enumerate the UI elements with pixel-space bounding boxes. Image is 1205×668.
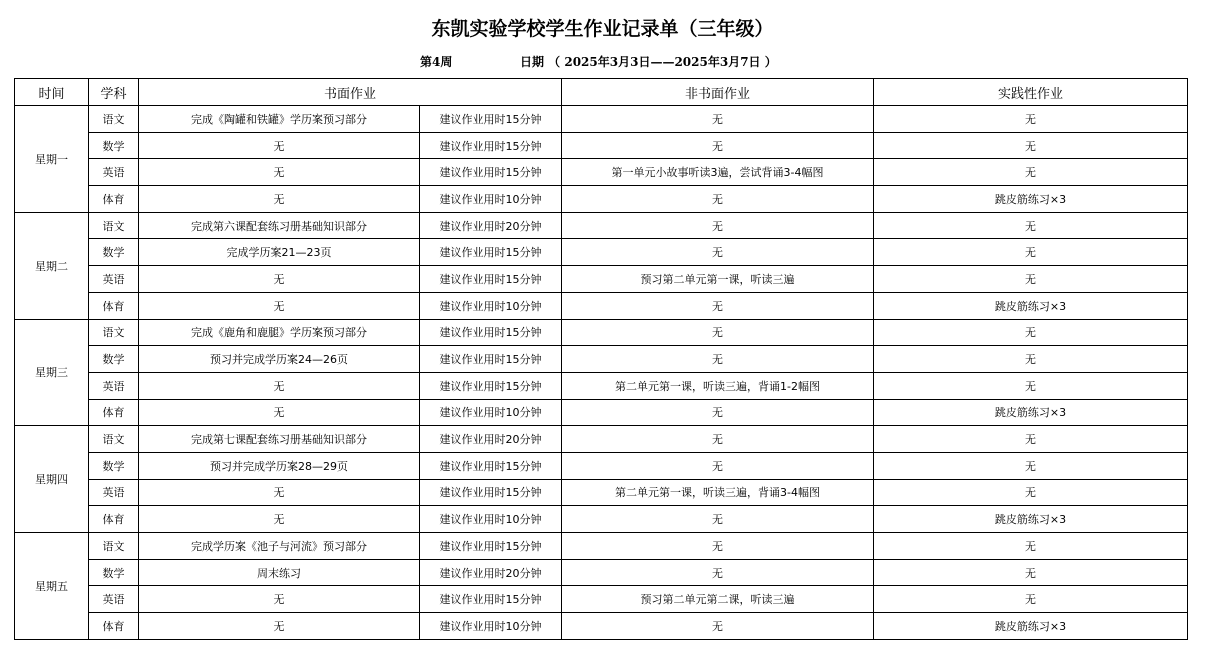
table-row [15, 479, 1188, 506]
subject-cell: 语文 [89, 319, 139, 346]
practice-homework-cell: 无 [874, 212, 1188, 239]
table-row [15, 452, 1188, 479]
week-label: 第4周 [420, 55, 453, 69]
table-row [15, 159, 1188, 186]
non-written-homework-cell: 预习第二单元第一课，听读三遍 [562, 266, 874, 293]
written-homework-cell: 完成《鹿角和鹿腿》学历案预习部分 [139, 319, 420, 346]
written-homework-cell: 无 [139, 506, 420, 533]
subject-cell: 体育 [89, 613, 139, 640]
practice-homework-cell: 无 [874, 106, 1188, 133]
time-suggestion-cell: 建议作业用时15分钟 [420, 533, 562, 560]
table-row [15, 559, 1188, 586]
time-suggestion-cell: 建议作业用时15分钟 [420, 479, 562, 506]
non-written-homework-cell: 无 [562, 533, 874, 560]
non-written-homework-cell: 无 [562, 613, 874, 640]
written-homework-cell: 完成学历案《池子与河流》预习部分 [139, 533, 420, 560]
table-row [15, 106, 1188, 133]
written-homework-cell: 无 [139, 266, 420, 293]
date-range: 日期 （ 2025年3月3日——2025年3月7日 ） [520, 55, 777, 69]
subject-cell: 英语 [89, 586, 139, 613]
table-row [15, 586, 1188, 613]
non-written-homework-cell: 第二单元第一课，听读三遍，背诵3-4幅图 [562, 479, 874, 506]
header-non-written: 非书面作业 [562, 79, 874, 106]
practice-homework-cell: 无 [874, 159, 1188, 186]
subject-cell: 数学 [89, 132, 139, 159]
practice-homework-cell: 无 [874, 319, 1188, 346]
non-written-homework-cell: 无 [562, 426, 874, 453]
non-written-homework-cell: 无 [562, 346, 874, 373]
practice-homework-cell: 无 [874, 559, 1188, 586]
written-homework-cell: 预习并完成学历案24—26页 [139, 346, 420, 373]
subject-cell: 数学 [89, 239, 139, 266]
written-homework-cell: 完成第六课配套练习册基础知识部分 [139, 212, 420, 239]
time-suggestion-cell: 建议作业用时20分钟 [420, 212, 562, 239]
practice-homework-cell: 跳皮筋练习×3 [874, 399, 1188, 426]
day-cell: 星期四 [15, 426, 89, 533]
table-row [15, 372, 1188, 399]
time-suggestion-cell: 建议作业用时20分钟 [420, 559, 562, 586]
table-row [15, 613, 1188, 640]
day-cell: 星期二 [15, 212, 89, 319]
time-suggestion-cell: 建议作业用时15分钟 [420, 372, 562, 399]
subject-cell: 数学 [89, 346, 139, 373]
subject-cell: 语文 [89, 212, 139, 239]
non-written-homework-cell: 无 [562, 292, 874, 319]
practice-homework-cell: 无 [874, 452, 1188, 479]
subject-cell: 英语 [89, 479, 139, 506]
subject-cell: 英语 [89, 372, 139, 399]
non-written-homework-cell: 无 [562, 399, 874, 426]
written-homework-cell: 无 [139, 399, 420, 426]
subject-cell: 语文 [89, 426, 139, 453]
subject-cell: 体育 [89, 292, 139, 319]
written-homework-cell: 无 [139, 372, 420, 399]
written-homework-cell: 无 [139, 292, 420, 319]
table-row [15, 292, 1188, 319]
non-written-homework-cell: 无 [562, 186, 874, 213]
written-homework-cell: 无 [139, 479, 420, 506]
subject-cell: 体育 [89, 506, 139, 533]
day-cell: 星期三 [15, 319, 89, 426]
header-practice: 实践性作业 [874, 79, 1188, 106]
table-row [15, 506, 1188, 533]
subject-cell: 英语 [89, 159, 139, 186]
practice-homework-cell: 无 [874, 346, 1188, 373]
written-homework-cell: 预习并完成学历案28—29页 [139, 452, 420, 479]
practice-homework-cell: 无 [874, 266, 1188, 293]
time-suggestion-cell: 建议作业用时10分钟 [420, 399, 562, 426]
non-written-homework-cell: 无 [562, 319, 874, 346]
day-cell: 星期一 [15, 106, 89, 213]
practice-homework-cell: 跳皮筋练习×3 [874, 186, 1188, 213]
time-suggestion-cell: 建议作业用时10分钟 [420, 292, 562, 319]
non-written-homework-cell: 预习第二单元第二课，听读三遍 [562, 586, 874, 613]
practice-homework-cell: 跳皮筋练习×3 [874, 292, 1188, 319]
time-suggestion-cell: 建议作业用时15分钟 [420, 132, 562, 159]
time-suggestion-cell: 建议作业用时15分钟 [420, 346, 562, 373]
table-header-row [15, 79, 1188, 106]
subject-cell: 英语 [89, 266, 139, 293]
time-suggestion-cell: 建议作业用时10分钟 [420, 613, 562, 640]
subject-cell: 语文 [89, 106, 139, 133]
table-body [15, 106, 1188, 640]
non-written-homework-cell: 无 [562, 452, 874, 479]
non-written-homework-cell: 无 [562, 132, 874, 159]
subject-cell: 体育 [89, 186, 139, 213]
header-time: 时间 [15, 79, 89, 106]
subject-cell: 数学 [89, 452, 139, 479]
written-homework-cell: 完成《陶罐和铁罐》学历案预习部分 [139, 106, 420, 133]
table-row [15, 426, 1188, 453]
non-written-homework-cell: 无 [562, 212, 874, 239]
written-homework-cell: 无 [139, 132, 420, 159]
practice-homework-cell: 无 [874, 586, 1188, 613]
time-suggestion-cell: 建议作业用时15分钟 [420, 319, 562, 346]
subject-cell: 数学 [89, 559, 139, 586]
table-row [15, 399, 1188, 426]
time-suggestion-cell: 建议作业用时15分钟 [420, 106, 562, 133]
practice-homework-cell: 无 [874, 132, 1188, 159]
non-written-homework-cell: 无 [562, 506, 874, 533]
table-row [15, 533, 1188, 560]
written-homework-cell: 无 [139, 159, 420, 186]
time-suggestion-cell: 建议作业用时15分钟 [420, 452, 562, 479]
practice-homework-cell: 无 [874, 372, 1188, 399]
non-written-homework-cell: 无 [562, 239, 874, 266]
subject-cell: 体育 [89, 399, 139, 426]
homework-table [14, 78, 1188, 640]
time-suggestion-cell: 建议作业用时15分钟 [420, 159, 562, 186]
non-written-homework-cell: 无 [562, 106, 874, 133]
non-written-homework-cell: 无 [562, 559, 874, 586]
written-homework-cell: 完成第七课配套练习册基础知识部分 [139, 426, 420, 453]
header-written: 书面作业 [139, 79, 562, 106]
practice-homework-cell: 无 [874, 479, 1188, 506]
time-suggestion-cell: 建议作业用时15分钟 [420, 586, 562, 613]
practice-homework-cell: 跳皮筋练习×3 [874, 613, 1188, 640]
subject-cell: 语文 [89, 533, 139, 560]
table-row [15, 346, 1188, 373]
written-homework-cell: 周末练习 [139, 559, 420, 586]
practice-homework-cell: 跳皮筋练习×3 [874, 506, 1188, 533]
practice-homework-cell: 无 [874, 239, 1188, 266]
time-suggestion-cell: 建议作业用时15分钟 [420, 239, 562, 266]
table-row [15, 319, 1188, 346]
non-written-homework-cell: 第一单元小故事听读3遍，尝试背诵3-4幅图 [562, 159, 874, 186]
written-homework-cell: 完成学历案21—23页 [139, 239, 420, 266]
written-homework-cell: 无 [139, 586, 420, 613]
day-cell: 星期五 [15, 533, 89, 640]
table-row [15, 212, 1188, 239]
time-suggestion-cell: 建议作业用时15分钟 [420, 266, 562, 293]
non-written-homework-cell: 第二单元第一课，听读三遍，背诵1-2幅图 [562, 372, 874, 399]
header-subject: 学科 [89, 79, 139, 106]
table-row [15, 239, 1188, 266]
practice-homework-cell: 无 [874, 533, 1188, 560]
time-suggestion-cell: 建议作业用时10分钟 [420, 186, 562, 213]
practice-homework-cell: 无 [874, 426, 1188, 453]
table-row [15, 132, 1188, 159]
page-title: 东凯实验学校学生作业记录单（三年级） [431, 18, 774, 40]
written-homework-cell: 无 [139, 186, 420, 213]
time-suggestion-cell: 建议作业用时10分钟 [420, 506, 562, 533]
table-row [15, 266, 1188, 293]
table-row [15, 186, 1188, 213]
written-homework-cell: 无 [139, 613, 420, 640]
time-suggestion-cell: 建议作业用时20分钟 [420, 426, 562, 453]
